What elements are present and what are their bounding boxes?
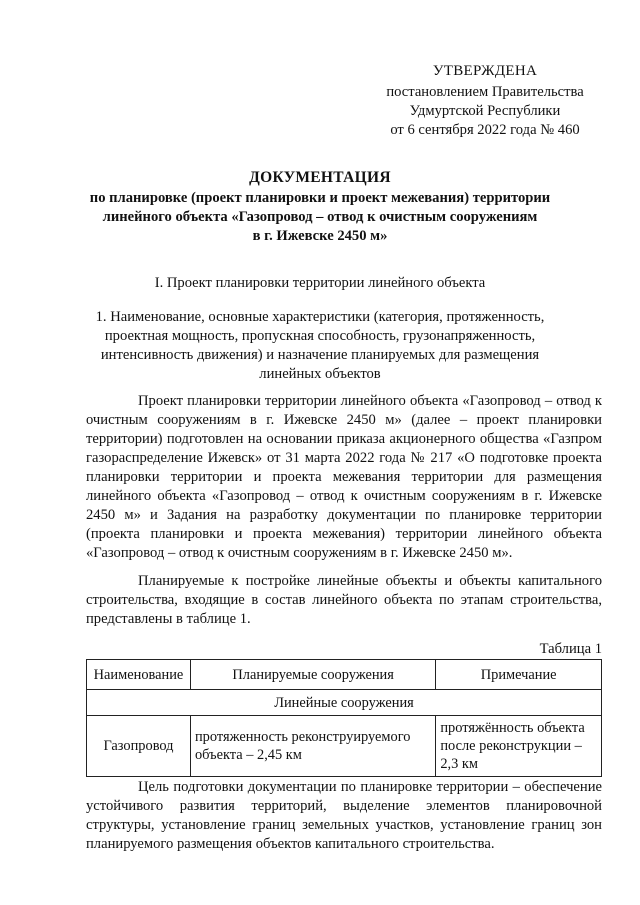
title-main: ДОКУМЕНТАЦИЯ <box>249 169 391 186</box>
header-note: Примечание <box>436 660 602 690</box>
table-caption: Таблица 1 <box>539 641 602 657</box>
table-group-row <box>87 690 602 716</box>
approval-heading: УТВЕРЖДЕНА <box>432 63 538 79</box>
paragraph-1: Проект планировки территории линейного объекта «Газопровод – отвод к очистным сооружениям в г. Ижевске 2450 м» (далее – проект планировки территории) подготовлен на основании приказа акционерного общества «Газпром газораспределение Ижевск» от 31 марта 2022 года № 217 «О подготовке проекта планировки территории и проекта межевания территории для размещения линейного объекта «Газопровод – отвод к очистным сооружениям в г. Ижевске 2450 м» и Задания на разработку документации по планировке территории (проекта планировки и проекта межевания) территории линейного объекта «Газопровод – отвод к очистным сооружениям в г. Ижевске 2450 м». <box>86 393 602 561</box>
approval-line-2: Удмуртской Республики <box>409 103 561 119</box>
table-header-row <box>87 660 602 690</box>
cell-name: Газопровод <box>87 716 191 777</box>
subsection-heading: 1. Наименование, основные характеристики (категория, протяженность, проектная мощность, пропускная способность, грузонапряженность, интенсивность движения) и назначение планируемых для размещения линейных объектов <box>95 309 545 382</box>
approval-line-1: постановлением Правительства <box>386 84 584 100</box>
paragraph-2: Планируемые к постройке линейные объекты и объекты капитального строительства, входящие в состав линейного объекта по этапам строительства, представлены в таблице 1. <box>86 573 602 627</box>
table-row <box>87 716 602 777</box>
approval-block <box>370 62 600 140</box>
header-planned: Планируемые сооружения <box>190 660 435 690</box>
title-line-3: в г. Ижевске 2450 м» <box>252 228 388 244</box>
title-line-2: линейного объекта «Газопровод – отвод к очистным сооружениям <box>102 209 538 225</box>
section-heading: I. Проект планировки территории линейного объекта <box>154 275 486 291</box>
header-name: Наименование <box>87 660 191 690</box>
cell-note: протяжённость объекта после реконструкции – 2,3 км <box>436 716 602 777</box>
group-linear-structures: Линейные сооружения <box>87 690 602 716</box>
structures-table <box>86 659 602 777</box>
title-line-1: по планировке (проект планировки и проект межевания) территории <box>89 190 551 206</box>
document-title <box>60 168 580 246</box>
approval-line-3: от 6 сентября 2022 года № 460 <box>390 122 580 138</box>
cell-planned: протяженность реконструируемого объекта – 2,45 км <box>190 716 435 777</box>
paragraph-3: Цель подготовки документации по планировке территории – обеспечение устойчивого развития территорий, выделение элементов планировочной структуры, установление границ земельных участков, установление границ зон планируемого размещения объектов капитального строительства. <box>86 779 602 852</box>
